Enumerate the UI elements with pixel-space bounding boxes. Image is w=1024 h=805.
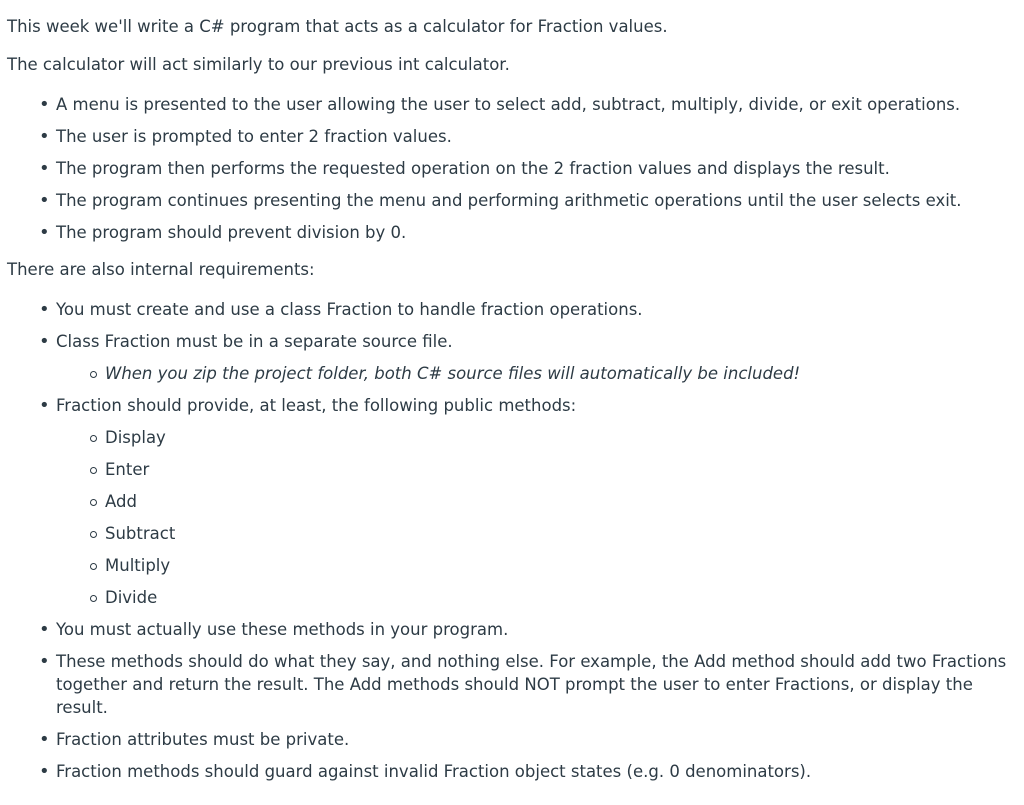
methods-list — [56, 426, 1019, 609]
intro-paragraph-2: The calculator will act similarly to our previous int calculator. — [7, 55, 510, 74]
list-item: • The program continues presenting the menu and performing arithmetic operations until the user selects exit. — [56, 189, 1019, 212]
method-item: Multiply — [105, 554, 1019, 577]
method-item: Subtract — [105, 522, 1019, 545]
sub-list — [56, 362, 1019, 385]
list-item: • The user is prompted to enter 2 fraction values. — [56, 125, 1019, 148]
list-item: • A menu is presented to the user allowing the user to select add, subtract, multiply, divide, or exit operations. — [56, 93, 1019, 116]
list-item: • You must create and use a class Fraction to handle fraction operations. — [56, 298, 1019, 321]
internal-requirements-list — [7, 298, 1019, 783]
list-item — [56, 394, 1019, 609]
behavior-list — [7, 93, 1019, 244]
list-item: • The program then performs the requested operation on the 2 fraction values and displays the result. — [56, 157, 1019, 180]
intro-paragraph-1: This week we'll write a C# program that acts as a calculator for Fraction values. — [7, 17, 668, 36]
method-item: Enter — [105, 458, 1019, 481]
assignment-content — [7, 15, 1019, 792]
method-item: Divide — [105, 586, 1019, 609]
list-item: • Fraction attributes must be private. — [56, 728, 1019, 751]
list-item: • Fraction methods should guard against invalid Fraction object states (e.g. 0 denominators). — [56, 760, 1019, 783]
list-item-text: Fraction should provide, at least, the following public methods: — [56, 396, 577, 415]
list-item: • These methods should do what they say, and nothing else. For example, the Add method should add two Fractions together and return the result. The Add methods should NOT prompt the user to enter Fractions, or display the result. — [56, 650, 1019, 719]
method-item: Add — [105, 490, 1019, 513]
list-item — [56, 330, 1019, 385]
list-item-text: Class Fraction must be in a separate source file. — [56, 332, 453, 351]
internal-requirements-heading: There are also internal requirements: — [7, 260, 315, 279]
method-item: Display — [105, 426, 1019, 449]
list-item: • The program should prevent division by 0. — [56, 221, 1019, 244]
list-item: • You must actually use these methods in your program. — [56, 618, 1019, 641]
sub-list-item: When you zip the project folder, both C# source files will automatically be included! — [105, 362, 1019, 385]
